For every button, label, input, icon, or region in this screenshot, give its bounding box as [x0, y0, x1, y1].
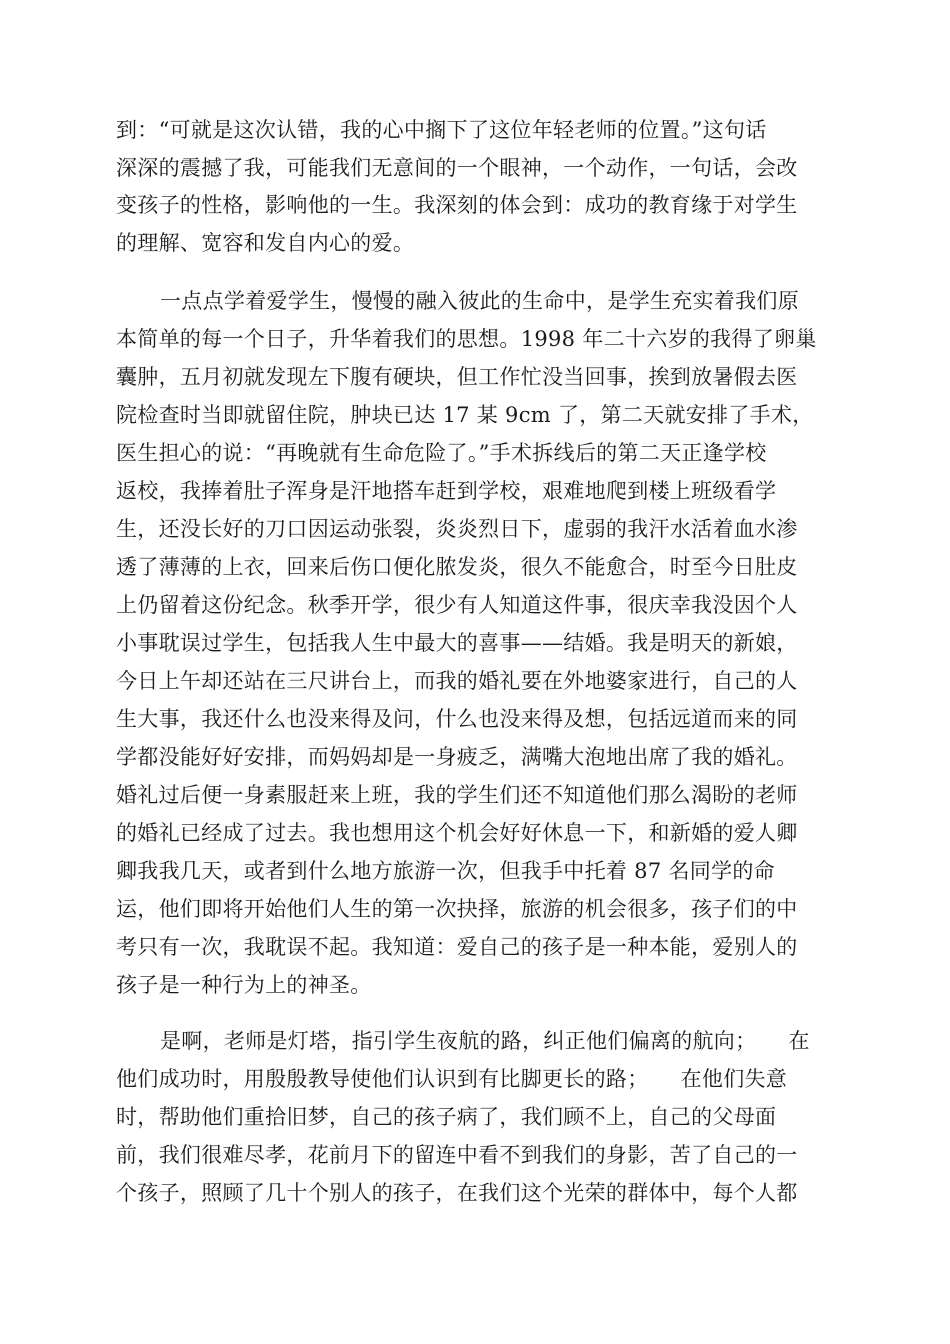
text-line: 医生担心的说：“再晚就有生命危险了。”手术拆线后的第二天正逢学校	[116, 441, 767, 465]
text-line: 今日上午却还站在三尺讲台上，而我的婚礼要在外地婆家进行，自己的人	[116, 669, 798, 693]
text-line: 孩子是一种行为上的神圣。	[116, 973, 372, 997]
text-line: 上仍留着这份纪念。秋季开学，很少有人知道这件事，很庆幸我没因个人	[116, 593, 798, 617]
text-line: 变孩子的性格，影响他的一生。我深刻的体会到：成功的教育缘于对学生	[116, 193, 798, 217]
text-line: 运，他们即将开始他们人生的第一次抉择，旅游的机会很多，孩子们的中	[116, 897, 798, 921]
text-line: 是啊，老师是灯塔，指引学生夜航的路，纠正他们偏离的航向； 在	[160, 1029, 810, 1053]
text-line: 前，我们很难尽孝，花前月下的留连中看不到我们的身影，苦了自己的一	[116, 1143, 798, 1167]
text-line: 考只有一次，我耽误不起。我知道：爱自己的孩子是一种本能，爱别人的	[116, 935, 798, 959]
text-line: 个孩子，照顾了几十个别人的孩子，在我们这个光荣的群体中，每个人都	[116, 1181, 798, 1205]
text-line: 卿我我几天，或者到什么地方旅游一次，但我手中托着 87 名同学的命	[116, 859, 775, 883]
text-line: 生大事，我还什么也没来得及问，什么也没来得及想，包括远道而来的同	[116, 707, 798, 731]
text-line: 一点点学着爱学生，慢慢的融入彼此的生命中，是学生充实着我们原	[160, 289, 799, 313]
text-line: 的理解、宽容和发自内心的爱。	[116, 231, 415, 255]
text-line: 本简单的每一个日子，升华着我们的思想。1998 年二十六岁的我得了卵巢	[116, 327, 817, 351]
text-line: 透了薄薄的上衣，回来后伤口便化脓发炎，很久不能愈合，时至今日肚皮	[116, 555, 798, 579]
text-line: 时，帮助他们重拾旧梦，自己的孩子病了，我们顾不上，自己的父母面	[116, 1105, 777, 1129]
text-line: 他们成功时，用殷殷教导使他们认识到有比脚更长的路； 在他们失意	[116, 1067, 788, 1091]
text-line: 生，还没长好的刀口因运动张裂，炎炎烈日下，虚弱的我汗水活着血水渗	[116, 517, 798, 541]
text-line: 的婚礼已经成了过去。我也想用这个机会好好休息一下，和新婚的爱人卿	[116, 821, 798, 845]
text-line: 到：“可就是这次认错，我的心中搁下了这位年轻老师的位置。”这句话	[116, 118, 767, 142]
text-line: 学都没能好好安排，而妈妈却是一身疲乏，满嘴大泡地出席了我的婚礼。	[116, 745, 798, 769]
text-line: 囊肿，五月初就发现左下腹有硬块，但工作忙没当回事，挨到放暑假去医	[116, 365, 798, 389]
text-line: 返校，我捧着肚子浑身是汗地搭车赶到学校，艰难地爬到楼上班级看学	[116, 479, 777, 503]
text-line: 深深的震撼了我，可能我们无意间的一个眼神，一个动作，一句话，会改	[116, 156, 798, 180]
text-line: 婚礼过后便一身素服赶来上班，我的学生们还不知道他们那么渴盼的老师	[116, 783, 798, 807]
text-line: 院检查时当即就留住院，肿块已达 17 某 9cm 了，第二天就安排了手术，	[116, 403, 814, 427]
text-line: 小事耽误过学生，包括我人生中最大的喜事——结婚。我是明天的新娘，	[116, 631, 798, 655]
